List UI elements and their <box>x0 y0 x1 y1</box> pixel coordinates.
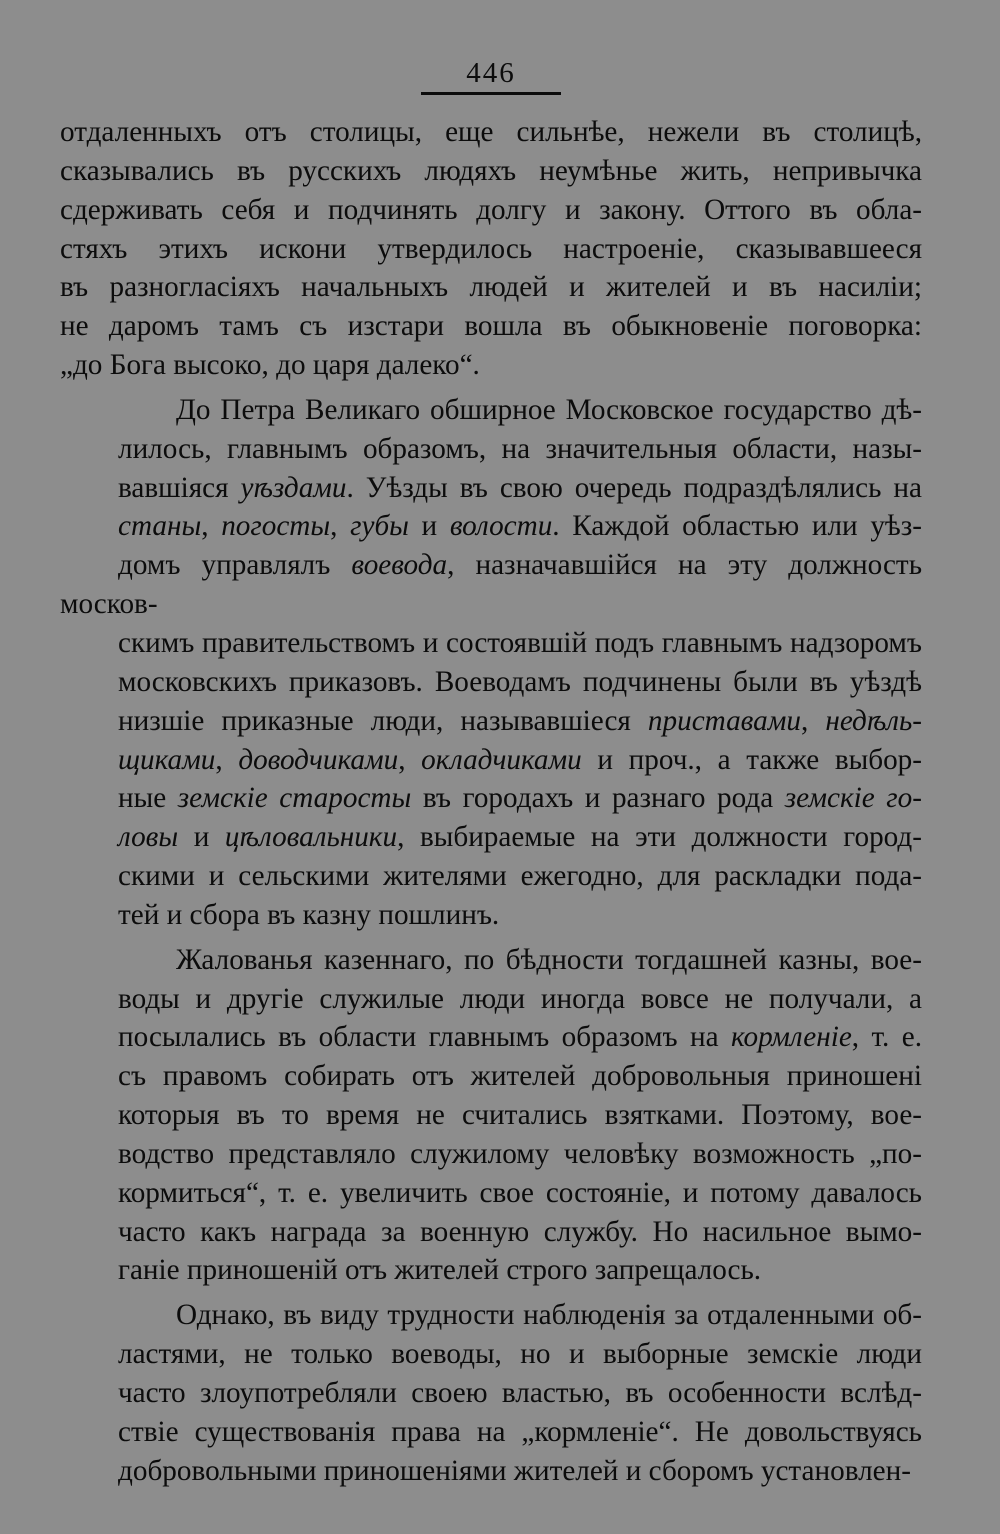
text-run: ганіе приношеній отъ жителей строго запрещалось. <box>118 1254 762 1287</box>
text-run: , т. е. <box>851 1021 922 1054</box>
book-page <box>60 56 922 1497</box>
text-run: , <box>215 743 239 776</box>
text-line <box>60 1018 922 1057</box>
text-run: ствіе существованія права на „кормленіе“. Не довольствуясь <box>118 1415 922 1448</box>
paragraph <box>60 113 922 385</box>
text-line <box>60 546 922 624</box>
text-run: воды и другіе служилые люди иногда вовсе не получали, а <box>118 982 922 1015</box>
text-run: вавшіяся <box>118 471 241 504</box>
text-line <box>60 941 922 980</box>
text-line <box>60 391 922 430</box>
text-line <box>60 857 922 896</box>
text-run: До Петра Великаго обширное Московское государство дѣ- <box>176 393 922 426</box>
text-line <box>60 507 922 546</box>
text-run: сказывались въ русскихъ людяхъ неумѣнье жить, непривычка <box>60 154 922 187</box>
text-run: . Каждой областью или уѣз- <box>552 510 923 543</box>
text-run: Однако, въ виду трудности наблюденія за отдаленными об- <box>176 1299 922 1332</box>
text-run: часто какъ награда за военную службу. Но насильное вымо- <box>118 1215 922 1248</box>
text-run: , назначавшійся на эту должность москов- <box>60 549 922 621</box>
text-run: ластями, не только воеводы, но и выборные земскіе люди <box>118 1338 922 1371</box>
italic-term: земскіе старосты <box>177 782 412 815</box>
text-line <box>60 896 922 935</box>
text-run: низшіе приказные люди, называвшіеся <box>118 704 648 737</box>
text-run: Жалованья казеннаго, по бѣдности тогдашней казны, вое- <box>176 943 922 976</box>
text-run: не даромъ тамъ съ изстари вошла въ обыкновеніе поговорка: <box>60 310 922 343</box>
paragraph <box>60 1296 922 1490</box>
italic-term: кормленіе <box>730 1021 852 1054</box>
italic-term: доводчиками <box>238 743 399 776</box>
italic-term: губы <box>350 510 409 543</box>
text-run: , <box>201 510 222 543</box>
text-run: стяхъ этихъ искони утвердилось настроеніе, сказывавшееся <box>60 232 922 265</box>
italic-term: ловы <box>118 821 179 854</box>
text-line <box>60 1135 922 1174</box>
text-line <box>60 268 922 307</box>
text-run: лилось, главнымъ образомъ, на значительныя области, назы- <box>118 432 922 465</box>
text-run: и <box>408 510 450 543</box>
text-run: кормиться“, т. е. увеличить свое состояніе, и потому давалось <box>118 1176 922 1209</box>
text-line <box>60 702 922 741</box>
text-line <box>60 1251 922 1290</box>
text-line <box>60 113 922 152</box>
text-run: добровольными приношеніями жителей и сборомъ установлен- <box>118 1454 911 1487</box>
text-run: отдаленныхъ отъ столицы, еще сильнѣе, нежели въ столицѣ, <box>60 116 922 148</box>
text-line <box>60 1057 922 1096</box>
text-line <box>60 624 922 663</box>
text-run: водство представляло служилому человѣку возможность „по- <box>118 1137 922 1170</box>
text-run: и <box>178 821 225 854</box>
text-run: въ городахъ и разнаго рода <box>411 782 785 815</box>
body-text <box>60 113 922 1491</box>
text-line <box>60 1374 922 1413</box>
text-line <box>60 818 922 857</box>
text-run: , выбираемые на эти должности город- <box>397 821 922 854</box>
text-run: въ разногласіяхъ начальныхъ людей и жителей и въ насиліи; <box>60 271 922 304</box>
text-run: тей и сбора въ казну пошлинъ. <box>118 898 500 931</box>
text-line <box>60 307 922 346</box>
text-line <box>60 191 922 230</box>
text-line <box>60 741 922 780</box>
italic-term: недѣль- <box>825 704 923 737</box>
italic-term: окладчиками <box>421 743 582 776</box>
text-run: часто злоупотребляли своею властью, въ особенности вслѣд- <box>118 1377 922 1409</box>
italic-term: приставами <box>647 704 801 737</box>
text-line <box>60 779 922 818</box>
text-line <box>60 1452 922 1491</box>
text-run: . Уѣзды въ свою очередь подраздѣлялись на <box>346 471 922 504</box>
text-line <box>60 1213 922 1252</box>
text-line <box>60 469 922 508</box>
text-run: домъ управлялъ <box>118 549 352 582</box>
page-number-rule <box>421 92 561 95</box>
text-run: скимъ правительствомъ и состоявшій подъ главнымъ надзоромъ <box>118 626 922 659</box>
text-run: скими и сельскими жителями ежегодно, для раскладки пода- <box>118 860 922 893</box>
text-run: сдерживать себя и подчинять долгу и закону. Оттого въ обла- <box>60 193 922 226</box>
text-line <box>60 1296 922 1335</box>
page-header <box>60 56 922 95</box>
italic-term: воевода <box>351 549 448 582</box>
text-line <box>60 230 922 269</box>
paragraph <box>60 941 922 1291</box>
text-run: „до Бога высоко, до царя далеко“. <box>60 349 480 382</box>
italic-term: цѣловальники <box>224 821 398 854</box>
text-run: , <box>800 704 826 737</box>
text-line <box>60 1335 922 1374</box>
text-run: посылались въ области главнымъ образомъ на <box>118 1021 731 1054</box>
page-number: 446 <box>466 57 516 89</box>
text-run: съ правомъ собирать отъ жителей добровольныя приношені <box>118 1060 922 1093</box>
text-line <box>60 980 922 1019</box>
text-line <box>60 663 922 702</box>
text-run: , <box>398 743 422 776</box>
italic-term: погосты <box>221 510 331 543</box>
italic-term: станы <box>118 510 202 543</box>
italic-term: волости <box>449 510 553 543</box>
text-run: и проч., а также выбор- <box>581 743 922 776</box>
italic-term: уѣздами <box>240 471 347 504</box>
italic-term: земскіе го- <box>784 782 922 815</box>
text-run: которыя въ то время не считались взятками. Поэтому, вое- <box>118 1099 922 1132</box>
paragraph <box>60 391 922 935</box>
text-line <box>60 346 922 385</box>
text-run: московскихъ приказовъ. Воеводамъ подчинены были въ уѣздѣ <box>118 665 922 698</box>
text-run: ные <box>118 782 178 815</box>
text-line <box>60 430 922 469</box>
italic-term: щиками <box>118 743 216 776</box>
text-line <box>60 1096 922 1135</box>
text-line <box>60 1413 922 1452</box>
text-run: , <box>330 510 351 543</box>
text-line <box>60 152 922 191</box>
text-line <box>60 1174 922 1213</box>
